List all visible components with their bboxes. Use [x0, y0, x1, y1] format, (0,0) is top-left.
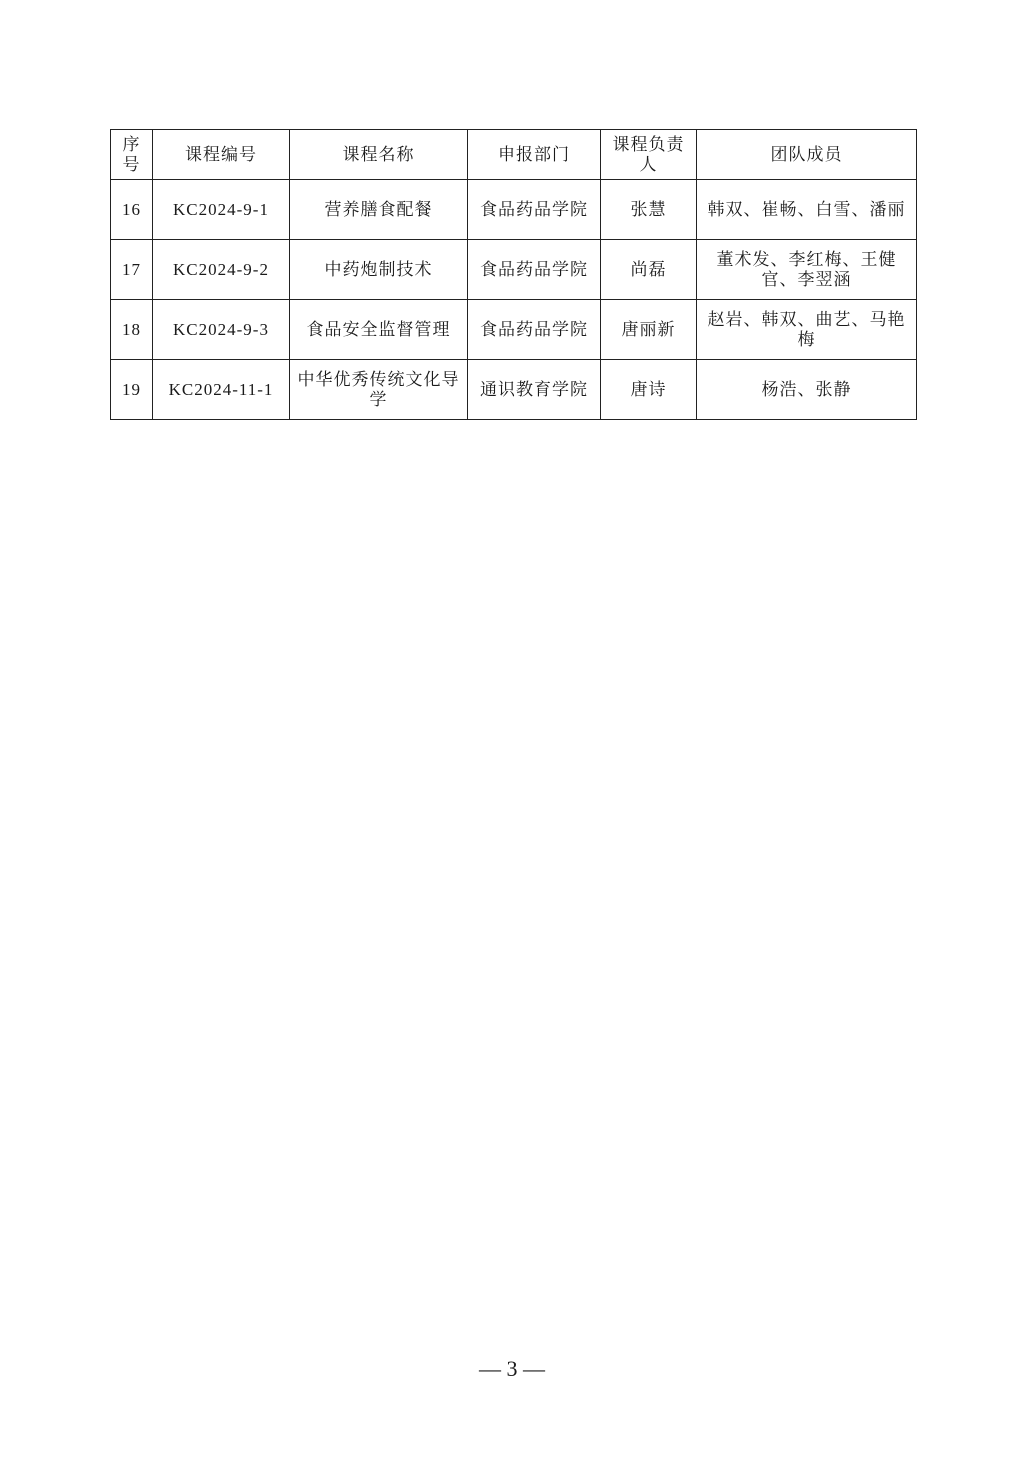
cell-members: 赵岩、韩双、曲艺、马艳梅 [697, 300, 917, 360]
cell-code: KC2024-9-2 [153, 240, 290, 300]
cell-seq: 18 [111, 300, 153, 360]
cell-dept: 通识教育学院 [468, 360, 601, 420]
cell-lead: 张慧 [601, 180, 697, 240]
table-row [111, 240, 917, 300]
cell-seq: 19 [111, 360, 153, 420]
table-header-row [111, 130, 917, 180]
header-lead: 课程负责人 [601, 130, 697, 180]
cell-members: 韩双、崔畅、白雪、潘丽 [697, 180, 917, 240]
cell-dept: 食品药品学院 [468, 180, 601, 240]
table-row [111, 360, 917, 420]
cell-dept: 食品药品学院 [468, 300, 601, 360]
cell-seq: 16 [111, 180, 153, 240]
cell-name: 营养膳食配餐 [290, 180, 468, 240]
header-name: 课程名称 [290, 130, 468, 180]
cell-lead: 唐丽新 [601, 300, 697, 360]
cell-dept: 食品药品学院 [468, 240, 601, 300]
cell-members: 杨浩、张静 [697, 360, 917, 420]
header-dept: 申报部门 [468, 130, 601, 180]
header-seq: 序号 [111, 130, 153, 180]
table-row [111, 180, 917, 240]
course-table [110, 129, 917, 420]
header-code: 课程编号 [153, 130, 290, 180]
cell-name: 中药炮制技术 [290, 240, 468, 300]
cell-members: 董术发、李红梅、王健官、李翌涵 [697, 240, 917, 300]
cell-code: KC2024-11-1 [153, 360, 290, 420]
cell-code: KC2024-9-1 [153, 180, 290, 240]
cell-lead: 尚磊 [601, 240, 697, 300]
cell-name: 食品安全监督管理 [290, 300, 468, 360]
header-members: 团队成员 [697, 130, 917, 180]
cell-name: 中华优秀传统文化导学 [290, 360, 468, 420]
cell-seq: 17 [111, 240, 153, 300]
cell-code: KC2024-9-3 [153, 300, 290, 360]
page-number: — 3 — [479, 1356, 545, 1381]
table-row [111, 300, 917, 360]
cell-lead: 唐诗 [601, 360, 697, 420]
